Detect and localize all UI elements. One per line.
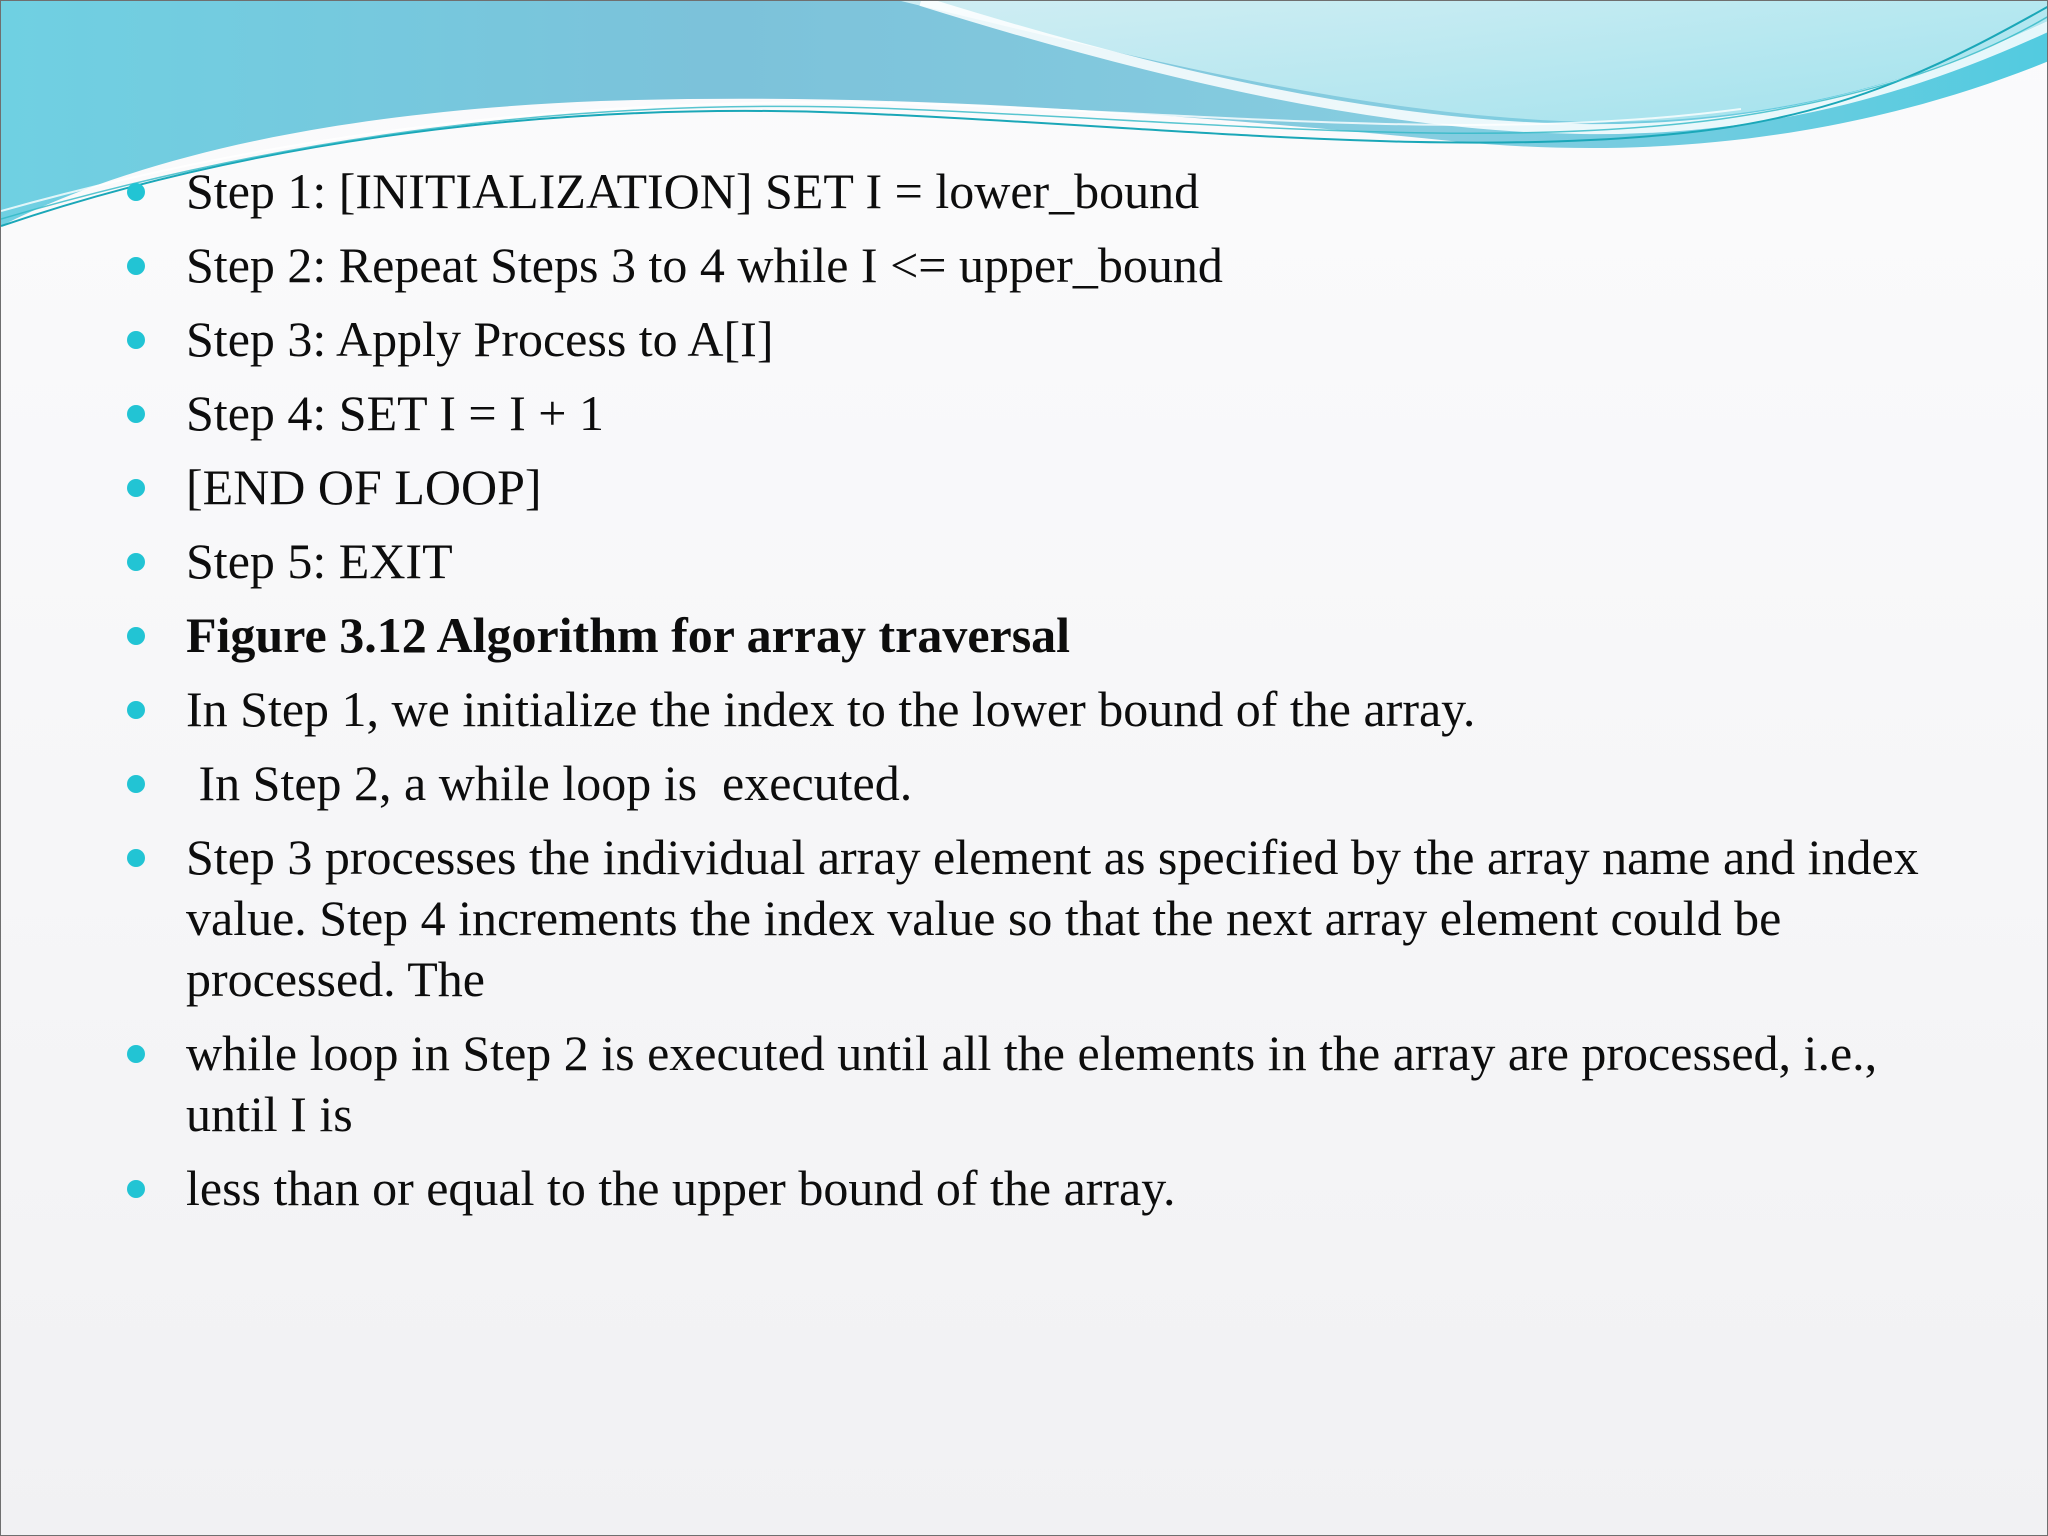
bullet-text: Step 4: SET I = I + 1 <box>186 385 604 441</box>
bullet-dot-icon <box>127 257 145 275</box>
bullet-text: Step 1: [INITIALIZATION] SET I = lower_bound <box>186 163 1200 219</box>
bullet-item <box>1 827 2048 1010</box>
bullet-dot-icon <box>127 553 145 571</box>
bullet-item <box>1 1023 2048 1145</box>
bullet-item <box>1 309 2048 370</box>
bullet-dot-icon <box>127 479 145 497</box>
bullet-text: In Step 2, a while loop is executed. <box>186 755 913 811</box>
bullet-text: Step 5: EXIT <box>186 533 453 589</box>
bullet-text: less than or equal to the upper bound of the array. <box>186 1160 1176 1216</box>
bullet-dot-icon <box>127 183 145 201</box>
bullet-text: In Step 1, we initialize the index to the lower bound of the array. <box>186 681 1476 737</box>
figure-caption: Figure 3.12 Algorithm for array traversal <box>186 607 1071 663</box>
figure-caption-item <box>1 605 2048 666</box>
bullet-item <box>1 235 2048 296</box>
bullet-item <box>1 457 2048 518</box>
bullet-text: [END OF LOOP] <box>186 459 542 515</box>
bullet-dot-icon <box>127 331 145 349</box>
bullet-dot-icon <box>127 405 145 423</box>
bullet-dot-icon <box>127 849 145 867</box>
bullet-dot-icon <box>127 1180 145 1198</box>
bullet-item <box>1 1158 2048 1219</box>
bullet-item <box>1 161 2048 222</box>
bullet-dot-icon <box>127 775 145 793</box>
bullet-text: Step 3 processes the individual array element as specified by the array name and index value. Step 4 increments the index value so that the next array element could be processed. The <box>186 829 1932 1007</box>
bullet-dot-icon <box>127 701 145 719</box>
bullet-text: Step 2: Repeat Steps 3 to 4 while I <= upper_bound <box>186 237 1223 293</box>
bullet-item <box>1 383 2048 444</box>
bullet-list <box>1 161 2048 1232</box>
bullet-text: while loop in Step 2 is executed until all the elements in the array are processed, i.e., until I is <box>186 1025 1890 1142</box>
bullet-dot-icon <box>127 1045 145 1063</box>
bullet-item <box>1 679 2048 740</box>
bullet-text: Step 3: Apply Process to A[I] <box>186 311 774 367</box>
bullet-item <box>1 531 2048 592</box>
bullet-item <box>1 753 2048 814</box>
bullet-dot-icon <box>127 627 145 645</box>
